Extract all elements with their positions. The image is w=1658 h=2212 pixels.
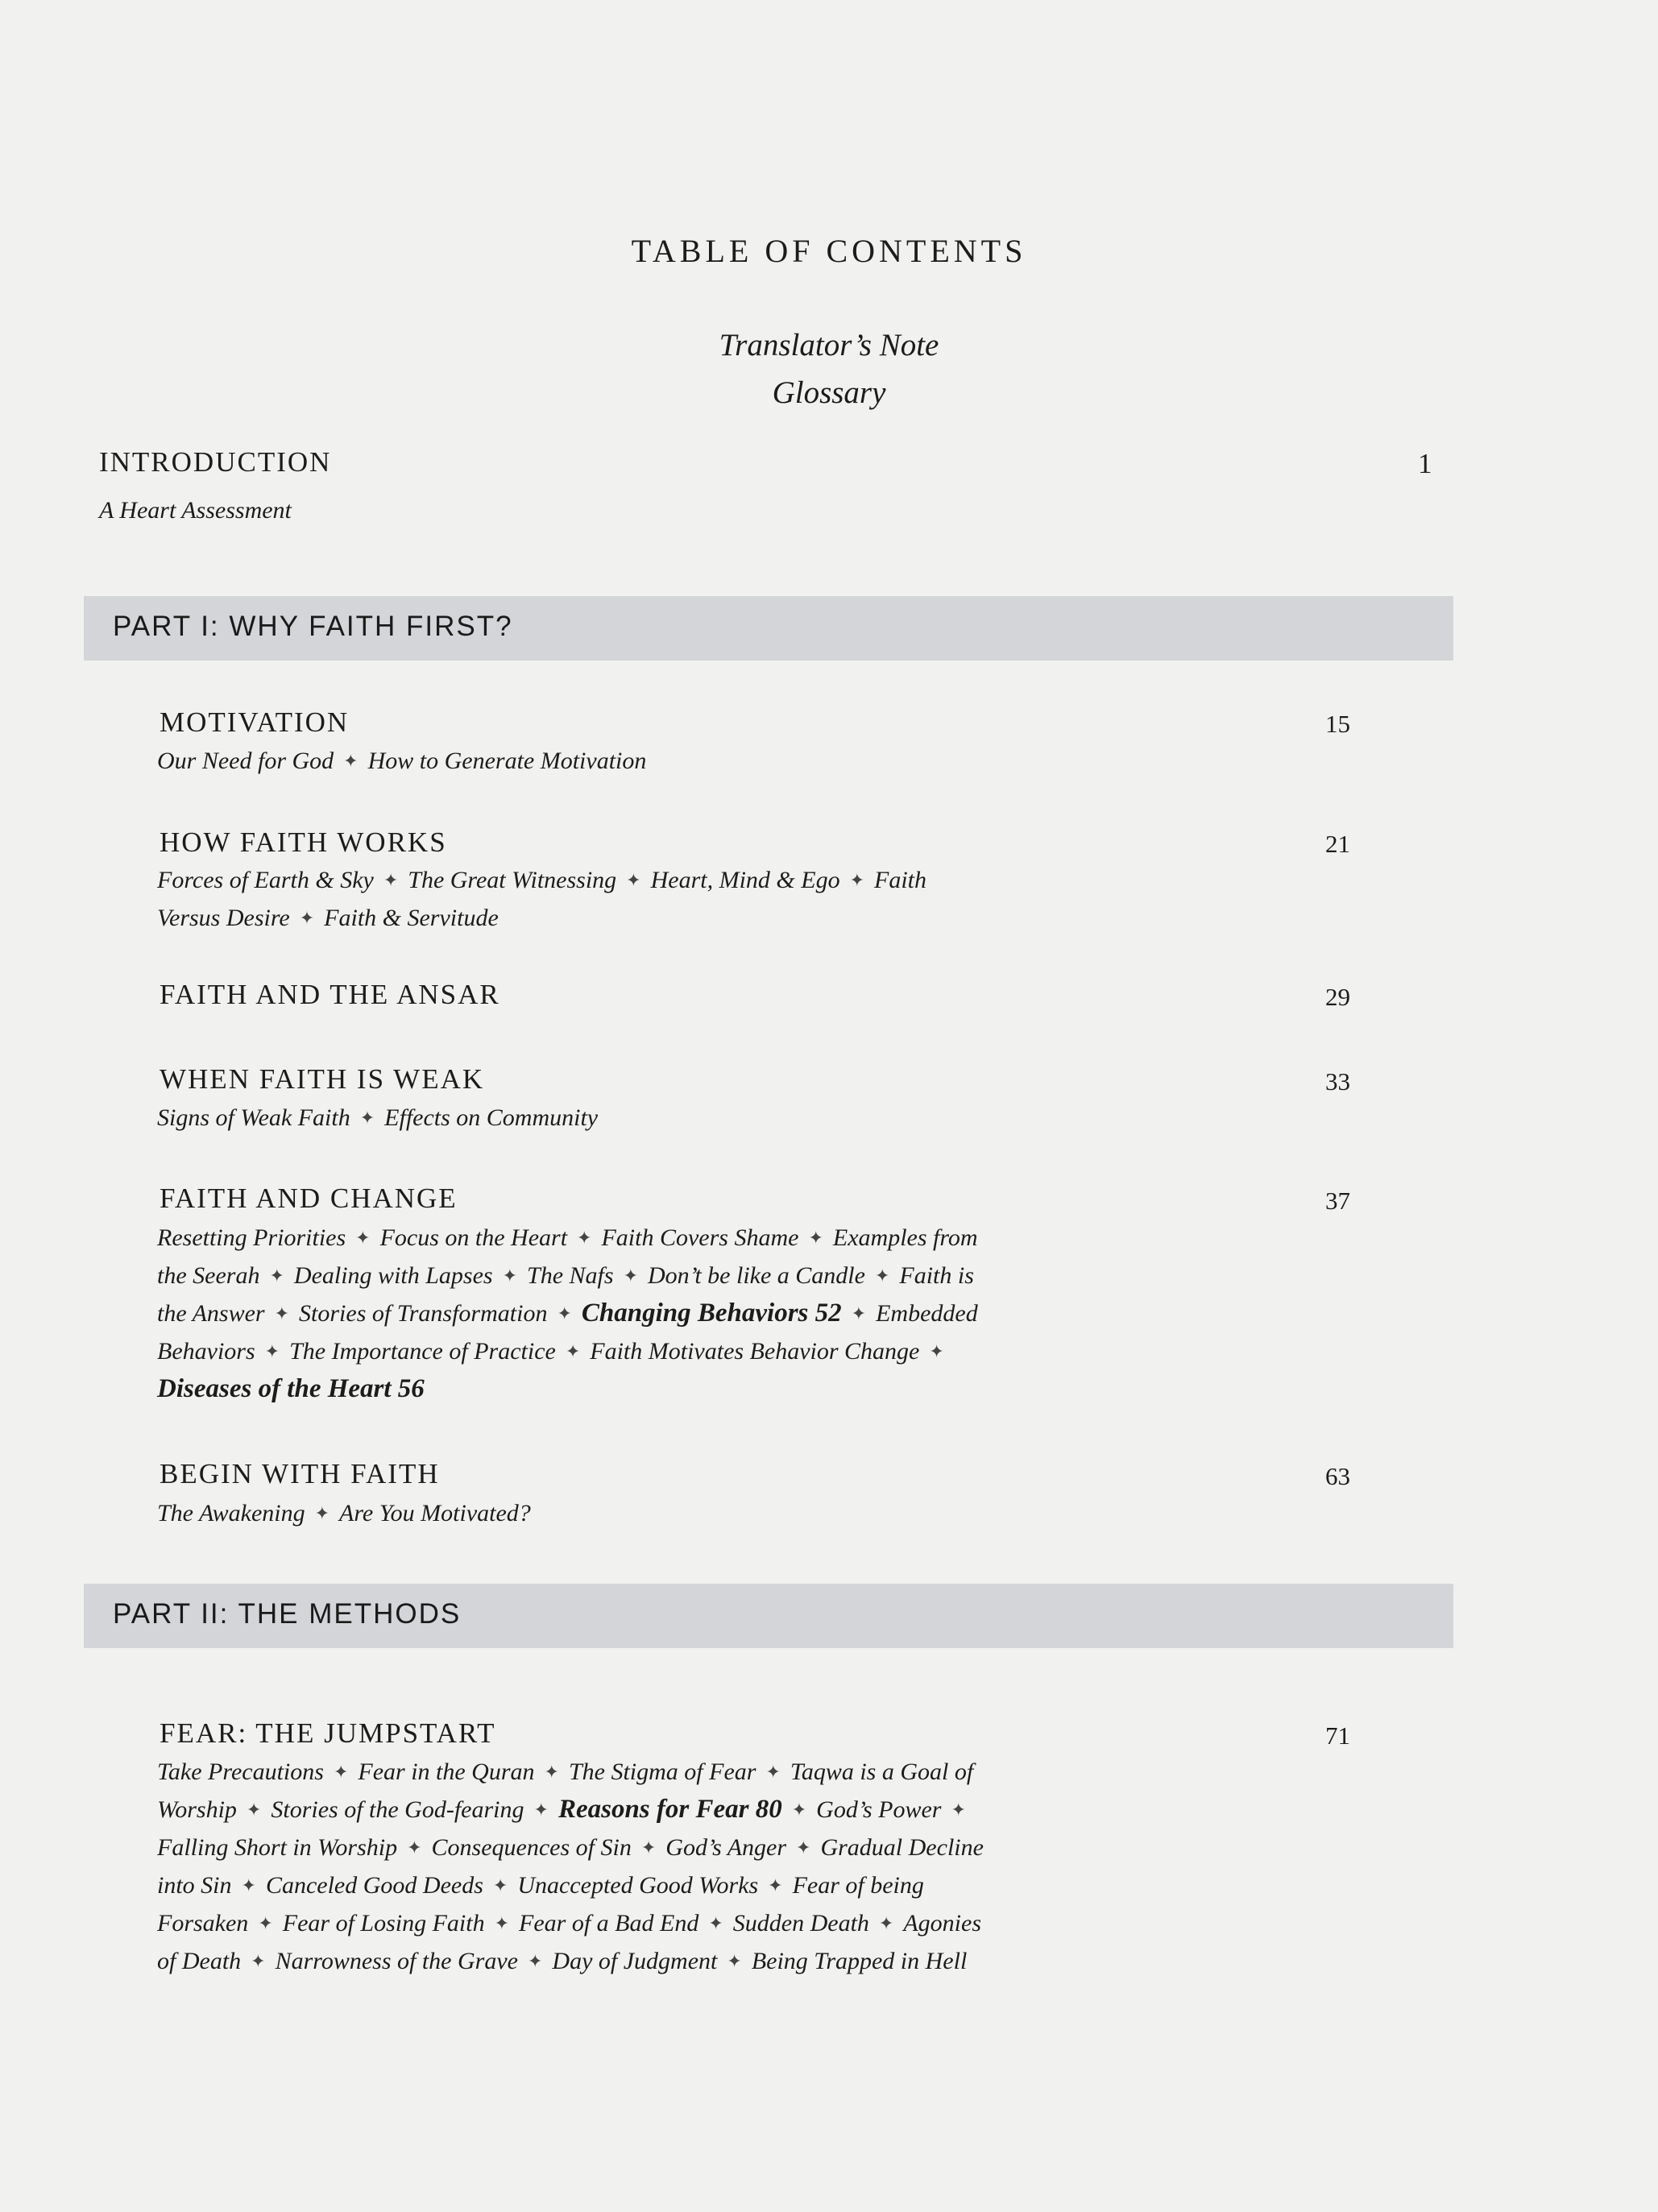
topic-item: Heart, Mind & Ego [650,867,840,893]
separator-icon: ✦ [808,1228,823,1248]
chapter-page-number: 29 [1325,983,1350,1011]
separator-icon: ✦ [765,1762,781,1782]
chapter-heading: FAITH AND THE ANSAR [160,979,500,1010]
topic-item: Faith & Servitude [324,905,499,931]
topic-item: The Awakening [157,1500,305,1526]
topic-line [157,1295,1204,1333]
topic-item: Day of Judgment [552,1948,718,1974]
separator-icon: ✦ [951,1800,966,1820]
topic-item: Reasons for Fear 80 [558,1795,782,1824]
topic-item: Effects on Community [384,1104,599,1131]
separator-icon: ✦ [383,870,399,890]
chapter-page-number: 71 [1325,1721,1350,1750]
topic-item: Our Need for God [157,748,334,774]
chapter-topics [157,862,1204,938]
topic-item: The Great Witnessing [408,867,617,893]
topic-line [157,1792,1204,1829]
topic-line [157,1943,1204,1981]
separator-icon: ✦ [565,1341,581,1361]
separator-icon: ✦ [768,1875,783,1895]
topic-item: How to Generate Motivation [367,748,647,774]
chapter-heading: FEAR: THE JUMPSTART [160,1717,496,1749]
topic-line [157,1220,1204,1257]
separator-icon: ✦ [333,1762,349,1782]
topic-item: Embedded [876,1300,978,1327]
topic-line [157,1495,1204,1533]
topic-line [157,1257,1204,1295]
chapter-heading: WHEN FAITH IS WEAK [160,1063,485,1095]
topic-item: Behaviors [157,1338,255,1365]
separator-icon: ✦ [796,1837,811,1858]
separator-icon: ✦ [241,1875,256,1895]
front-matter-glossary: Glossary [772,375,886,410]
chapter-topics [157,1495,1204,1533]
topic-item: Taqwa is a Goal of [790,1758,974,1785]
chapter-topics [157,1754,1204,1981]
topic-item: Worship [157,1796,237,1823]
front-matter-translators-note: Translator’s Note [719,328,939,362]
separator-icon: ✦ [708,1913,723,1933]
topic-item: Take Precautions [157,1758,324,1785]
topic-item: Dealing with Lapses [293,1262,493,1289]
topic-item: Diseases of the Heart 56 [157,1374,425,1403]
topic-line [157,862,1204,900]
topic-item: Gradual Decline [820,1834,984,1861]
topic-line [157,1100,1204,1137]
chapter-page-number: 21 [1325,830,1350,858]
topic-item: Stories of the God-fearing [271,1796,524,1823]
separator-icon: ✦ [299,908,315,928]
topic-item: Examples from [832,1224,978,1251]
topic-item: Unaccepted Good Works [517,1872,759,1899]
chapter-topics [157,1220,1204,1407]
topic-item: Fear of being [792,1872,924,1899]
separator-icon: ✦ [269,1265,284,1286]
separator-icon: ✦ [494,1913,510,1933]
page-title: TABLE OF CONTENTS [631,233,1027,269]
chapter-topics [157,1100,1204,1137]
separator-icon: ✦ [874,1265,890,1286]
topic-line [157,900,1204,938]
topic-item: of Death [157,1948,242,1974]
topic-item: The Stigma of Fear [568,1758,756,1785]
topic-item: Stories of Transformation [299,1300,548,1327]
separator-icon: ✦ [527,1951,543,1971]
topic-item: Resetting Priorities [157,1224,346,1251]
topic-item: Being Trapped in Hell [751,1948,968,1974]
separator-icon: ✦ [623,1265,638,1286]
chapter-page-number: 15 [1325,710,1350,738]
separator-icon: ✦ [626,870,641,890]
chapter-page-number: 33 [1325,1067,1350,1096]
topic-item: Versus Desire [157,905,290,931]
separator-icon: ✦ [727,1951,742,1971]
topic-line [157,1754,1204,1792]
part-2-label: PART II: THE METHODS [113,1598,462,1630]
separator-icon: ✦ [258,1913,273,1933]
topic-item: The Importance of Practice [289,1338,556,1365]
topic-item: into Sin [157,1872,232,1899]
chapter-heading: BEGIN WITH FAITH [160,1458,440,1489]
topic-item: Agonies [903,1910,982,1937]
separator-icon: ✦ [407,1837,422,1858]
separator-icon: ✦ [849,870,865,890]
separator-icon: ✦ [557,1303,572,1323]
chapter-topics [157,743,1204,781]
separator-icon: ✦ [343,751,359,771]
separator-icon: ✦ [544,1762,559,1782]
separator-icon: ✦ [314,1503,330,1523]
part-1-label: PART I: WHY FAITH FIRST? [113,611,513,642]
separator-icon: ✦ [577,1228,592,1248]
topic-item: Fear of Losing Faith [282,1910,485,1937]
topic-line [157,1867,1204,1905]
separator-icon: ✦ [851,1303,867,1323]
separator-icon: ✦ [929,1341,944,1361]
chapter-page-number: 37 [1325,1187,1350,1215]
separator-icon: ✦ [492,1875,508,1895]
introduction-subtitle: A Heart Assessment [99,497,292,524]
separator-icon: ✦ [246,1800,262,1820]
chapter-heading: HOW FAITH WORKS [160,826,447,858]
topic-item: Falling Short in Worship [157,1834,398,1861]
topic-item: Narrowness of the Grave [275,1948,518,1974]
separator-icon: ✦ [359,1108,375,1128]
topic-item: Forsaken [157,1910,249,1937]
topic-item: God’s Power [816,1796,942,1823]
topic-item: Faith is [899,1262,974,1289]
topic-item: the Seerah [157,1262,260,1289]
separator-icon: ✦ [533,1800,549,1820]
separator-icon: ✦ [640,1837,657,1858]
topic-item: Faith [874,867,927,893]
chapter-heading: FAITH AND CHANGE [160,1183,458,1214]
topic-item: The Nafs [527,1262,614,1289]
separator-icon: ✦ [502,1265,518,1286]
topic-item: Sudden Death [732,1910,869,1937]
topic-item: Are You Motivated? [339,1500,531,1526]
introduction-page-number: 1 [1418,448,1432,479]
separator-icon: ✦ [355,1228,371,1248]
topic-item: Faith Motivates Behavior Change [590,1338,920,1365]
topic-line [157,1829,1204,1867]
topic-item: Forces of Earth & Sky [157,867,374,893]
topic-item: the Answer [157,1300,265,1327]
topic-item: Canceled Good Deeds [265,1872,483,1899]
separator-icon: ✦ [264,1341,280,1361]
topic-line [157,1905,1204,1943]
chapter-page-number: 63 [1325,1462,1350,1490]
topic-line [157,1333,1204,1371]
topic-item: Changing Behaviors 52 [581,1299,842,1328]
introduction-heading: INTRODUCTION [99,446,332,478]
chapter-heading: MOTIVATION [160,706,350,738]
separator-icon: ✦ [274,1303,290,1323]
topic-item: God’s Anger [665,1834,787,1861]
topic-item: Fear of a Bad End [519,1910,699,1937]
separator-icon: ✦ [791,1800,807,1820]
topic-item: Consequences of Sin [431,1834,632,1861]
topic-line [157,1371,1204,1407]
topic-item: Focus on the Heart [379,1224,568,1251]
separator-icon: ✦ [878,1913,894,1933]
topic-line [157,743,1204,781]
topic-item: Don’t be like a Candle [648,1262,865,1289]
separator-icon: ✦ [251,1951,266,1971]
topic-item: Faith Covers Shame [601,1224,799,1251]
topic-item: Fear in the Quran [358,1758,535,1785]
topic-item: Signs of Weak Faith [157,1104,350,1131]
